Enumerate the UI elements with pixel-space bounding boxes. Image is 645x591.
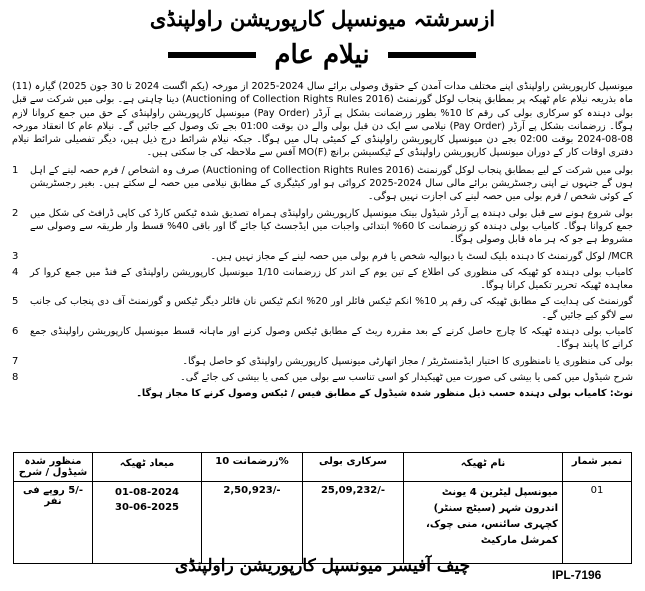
- condition-number: 7: [12, 355, 19, 367]
- header-rate: منظور شدہ شیڈول / شرح: [14, 453, 93, 482]
- header-price: سرکاری بولی: [303, 453, 404, 482]
- condition-number: 5: [12, 296, 19, 308]
- condition-text: بولی شروع ہونے سے قبل بولی دہندہ پے آرڈر شیڈول بینک میونسپل کارپوریشن راولپنڈی ہمراہ تصدیق شدہ ٹیکس کارڈ کی کاپی ڈرافٹ کی شکل میں جمع کروانا ہوگا۔ کامیاب بولی دہندہ کو زرضمانت کا 60% ابتدائی واجبات میں ایڈجسٹ کیا جائے گا اور باقی 40% قسط وار طریقہ سے وصولی سے مشروط ہے جو کہ ہر ماہ قابل وصولی ہوگا۔: [30, 207, 633, 246]
- cell-rate: -/5 روپے فی نفر: [14, 482, 93, 564]
- condition-text: گورنمنٹ کی ہدایت کے مطابق ٹھیکہ کی رقم پر 10% انکم ٹیکس فائلر اور 20% انکم ٹیکس نان فائلر دیگر ٹیکس و گورنمنٹ آف دی پنجاب کی جانب سے لاگو کیے جائیں گے۔: [30, 296, 633, 321]
- header-name: نام ٹھیکہ: [404, 453, 563, 482]
- condition-item: [12, 325, 633, 352]
- condition-item: [12, 164, 633, 204]
- condition-text: شرح شیڈول میں کمی یا بیشی کی صورت میں ٹھیکیدار کو اسی تناسب سے بولی میں کمی یا بیشی کی جائے گی۔: [180, 371, 633, 383]
- condition-text: کامیاب بولی دہندہ کو ٹھیکہ کی منظوری کی اطلاع کے تین یوم کے اندر کل زرضمانت 1/10 میونسپل کارپوریشن راولپنڈی کے فنڈ میں جمع کروا کر معاہدہ ٹھیکہ تحریر تکمیل کرانا ہوگا۔: [30, 266, 634, 292]
- condition-number: 4: [12, 266, 19, 278]
- condition-number: 6: [12, 326, 19, 338]
- period-from: 01-08-2024: [115, 487, 179, 498]
- notice-title-banner: [168, 38, 476, 72]
- condition-item: [12, 250, 633, 263]
- period-to: 30-06-2025: [115, 502, 179, 513]
- condition-text: کامیاب بولی دہندہ ٹھیکہ کا چارج حاصل کرنے کے بعد مقررہ ریٹ کے مطابق ٹیکس وصول کرنے اور ماہانہ قسط میونسپل کارپوریشن راولپنڈی جمع کرانے کا پابند ہوگا۔: [30, 326, 633, 351]
- condition-number: 8: [12, 371, 19, 383]
- condition-item: [12, 207, 633, 247]
- intro-paragraph: میونسپل کارپوریشن راولپنڈی اپنے مختلف مدات آمدن کے حقوق وصولی برائے سال 2024-2025 از مورخہ (یکم اگست 2024 تا 30 جون 2025) گیارہ (11) ماہ بذریعہ نیلام عام ٹھیکہ پر بمطابق پنجاب لوکل گورنمنٹ (Auctioning of Collection Rights Rules 2016) دینا چاہتی ہے۔ بولی میں شرکت سے قبل بولی دہندہ کو سرکاری بولی کی رقم کا 10% بطور زرضمانت بشکل پے آرڈر (Pay Order) میونسپل کارپوریشن راولپنڈی کے حق میں جمع کروانا لازم ہوگا۔ زرضمانت بشکل پے آرڈر (Pay Order) نیلامی سے ایک دن قبل بولی والے دن بوقت 01:00 بجے تک وصول کیے جائیں گے۔ نیلام عام کا انعقاد مورخہ 08-08-2024 بوقت 02:00 بجے دن میونسپل کارپوریشن راولپنڈی کے کمیٹی ہال میں ہوگا۔ جبکہ نیلام شرائط درج ذیل ہیں، دیگر تفصیلی شرائط نیلام دفتری اوقات کار کے دوران میونسپل کارپوریشن راولپنڈی کے ٹیکسیشن برانچ (MO(F آفس سے ملاحظہ کی جا سکتی ہیں۔: [12, 81, 634, 159]
- table-row: [14, 482, 632, 564]
- cell-name: میونسپل لیٹرین 4 یونٹ اندرون شہر (سیٹج سنٹر) کچہری سائنس، منی چوک، کمرشل مارکیٹ: [404, 482, 563, 564]
- header-deposit: زرضمانت 10%: [202, 453, 303, 482]
- reference-number: IPL-7196: [552, 568, 602, 582]
- cell-period: [93, 482, 202, 564]
- condition-item: [12, 295, 633, 322]
- note-text: نوٹ: کامیاب بولی دہندہ حسب ذیل منظور شدہ شیڈول کے مطابق فیس / ٹیکس وصول کرنے کا مجاز ہوگا۔: [136, 388, 633, 400]
- notice-title: نیلام عام: [256, 40, 387, 70]
- conditions-list: [12, 164, 633, 384]
- condition-number: 3: [12, 250, 19, 262]
- auction-table: [13, 452, 632, 564]
- header-serial: نمبر شمار: [563, 453, 632, 482]
- notice-body: [12, 80, 633, 407]
- condition-number: 2: [12, 207, 19, 219]
- condition-item: [12, 355, 633, 368]
- condition-text: MCR/ لوکل گورنمنٹ کا دہندہ بلیک لسٹ یا دیوالیہ شخص یا فرم بولی میں حصہ لینے کے مجاز نہیں ہیں۔: [210, 250, 633, 262]
- cell-serial: 01: [563, 482, 632, 564]
- condition-item: [12, 266, 633, 293]
- condition-text: بولی کی منظوری یا نامنظوری کا اختیار ایڈمنسٹریٹر / مجاز اتھارٹی میونسپل کارپوریشن راولپنڈی کو حاصل ہوگا۔: [182, 355, 633, 367]
- header-period: میعاد ٹھیکہ: [93, 453, 202, 482]
- condition-text: بولی میں شرکت کے لیے بمطابق پنجاب لوکل گورنمنٹ (Auctioning of Collection Rights Rules 2016) صرف وہ اشخاص / فرم حصہ لینے کے اہل ہوں گے جنہوں نے اپنی رجسٹریشن برائے مالی سال 2024-2025 کروائی ہو اور کیٹیگری کے مطابق نیلامی میں حصہ لے سکتے ہیں۔ بغیر رجسٹریشن کے کوئی شخص / فرم بولی میں حصہ لینے کی اجازت نہیں ہوگی۔: [30, 164, 633, 203]
- condition-number: 1: [12, 164, 19, 176]
- signatory: چیف آفیسر میونسپل کارپوریشن راولپنڈی: [174, 556, 471, 576]
- cell-deposit: 2,50,923/-: [202, 482, 303, 564]
- department-name: ازسرشتہ میونسپل کارپوریشن راولپنڈی: [149, 6, 496, 31]
- condition-item: [12, 371, 633, 384]
- notice-header: [0, 4, 645, 34]
- table-header-row: [14, 453, 632, 482]
- cell-price: 25,09,232/-: [303, 482, 404, 564]
